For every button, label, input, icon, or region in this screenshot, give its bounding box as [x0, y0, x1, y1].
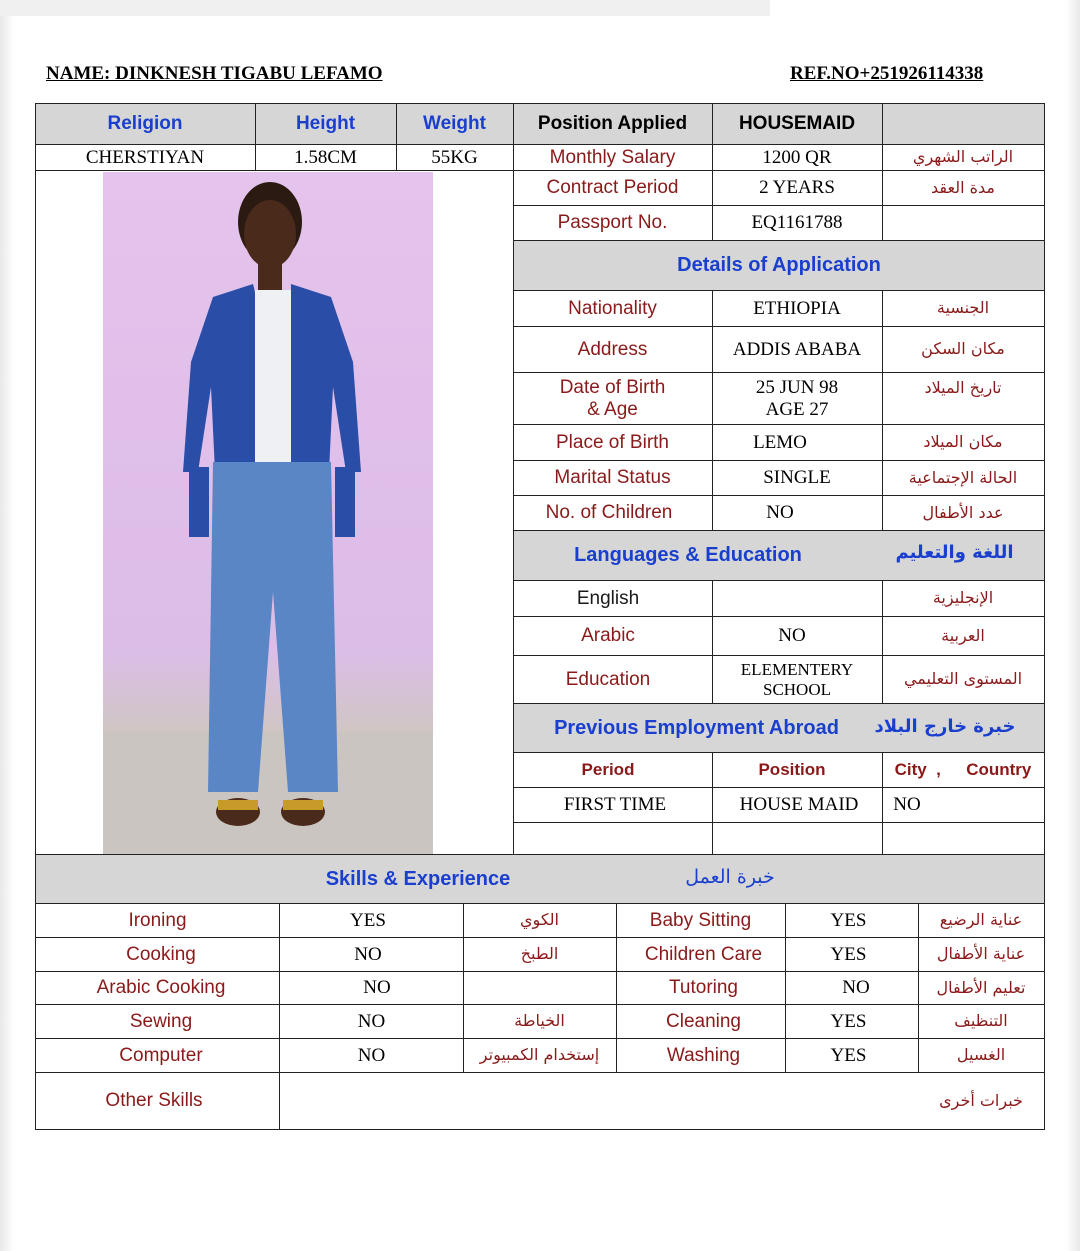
education-line2: SCHOOL — [762, 679, 831, 699]
nationality-value: ETHIOPIA — [753, 297, 841, 319]
skill-cooking-value: NO — [354, 943, 382, 965]
english-value — [712, 581, 882, 616]
passport-value: EQ1161788 — [751, 212, 843, 234]
place-of-birth-arabic: مكان الميلاد — [923, 432, 1003, 452]
employment-period: FIRST TIME — [563, 794, 667, 816]
skill-ironing-value: YES — [350, 909, 386, 931]
col-country: Country — [966, 760, 1032, 780]
skill-tutoring-label: Tutoring — [669, 977, 738, 999]
skill-computer-value: NO — [357, 1044, 386, 1066]
dob-label-line1: Date of Birth — [559, 376, 666, 398]
skill-computer-label: Computer — [119, 1044, 203, 1066]
arabic-value: NO — [778, 625, 806, 647]
arabic-label: Arabic — [581, 625, 635, 647]
children-value: NO — [766, 502, 794, 524]
skill-computer-arabic: إستخدام الكمبيوتر — [479, 1045, 600, 1065]
candidate-photo — [103, 172, 433, 854]
weight-header: Weight — [423, 113, 486, 135]
dob-label-line2: & Age — [587, 398, 638, 420]
marital-status-value: SINGLE — [763, 467, 831, 489]
skill-cooking-arabic: الطبخ — [520, 944, 559, 964]
height-value: 1.58CM — [294, 146, 357, 168]
arabic-arabic: العربية — [941, 625, 985, 645]
skill-cleaning-arabic: التنظيف — [954, 1011, 1008, 1031]
nationality-label: Nationality — [568, 297, 657, 319]
employment-country: NO — [893, 794, 921, 816]
employment-position: HOUSE MAID — [739, 794, 859, 816]
other-skills-label: Other Skills — [105, 1090, 203, 1112]
education-label: Education — [565, 668, 651, 690]
skill-washing-arabic: الغسيل — [956, 1045, 1006, 1065]
skill-baby-sitting-value: YES — [830, 909, 867, 931]
position-applied-label: Position Applied — [537, 113, 688, 135]
dob-arabic: تاريخ الميلاد — [924, 377, 1002, 397]
education-value — [712, 656, 882, 703]
skills-title: Skills & Experience — [325, 867, 511, 890]
english-arabic: الإنجليزية — [932, 588, 994, 608]
monthly-salary-value: 1200 QR — [762, 146, 832, 168]
skill-ironing-label: Ironing — [128, 909, 187, 931]
place-of-birth-value: LEMO — [753, 431, 807, 453]
height-header: Height — [295, 113, 356, 135]
skills-title-arabic: خبرة العمل — [685, 866, 775, 889]
skill-sewing-arabic: الخياطة — [514, 1011, 565, 1031]
skill-cooking-label: Cooking — [126, 943, 196, 965]
skill-washing-value: YES — [830, 1044, 867, 1066]
skill-sewing-label: Sewing — [129, 1010, 193, 1032]
address-arabic: مكان السكن — [921, 339, 1005, 359]
candidate-name: NAME: DINKNESH TIGABU LEFAMO — [46, 63, 383, 84]
col-city: City , — [894, 760, 941, 780]
top-strip — [0, 0, 770, 16]
address-value: ADDIS ABABA — [732, 338, 862, 360]
monthly-salary-label: Monthly Salary — [549, 146, 676, 168]
skill-arabic-cooking-arabic — [463, 972, 616, 1004]
monthly-salary-arabic: الراتب الشهري — [912, 147, 1014, 167]
place-of-birth-label: Place of Birth — [556, 431, 669, 453]
education-arabic: المستوى التعليمي — [903, 669, 1023, 689]
dob-label — [513, 373, 712, 424]
skill-children-care-arabic: عناية الأطفال — [936, 944, 1026, 964]
col-position: Position — [758, 760, 826, 780]
contract-period-value: 2 YEARS — [759, 177, 835, 199]
employment-title: Previous Employment Abroad — [554, 716, 839, 739]
skill-children-care-label: Children Care — [644, 943, 763, 965]
skill-sewing-value: NO — [357, 1010, 386, 1032]
religion-header: Religion — [107, 113, 183, 135]
details-title: Details of Application — [677, 254, 881, 276]
employment-title-arabic: خبرة خارج البلاد — [874, 715, 1016, 737]
children-arabic: عدد الأطفال — [922, 502, 1004, 522]
marital-status-arabic: الحالة الإجتماعية — [908, 467, 1018, 487]
dob-age: AGE 27 — [765, 398, 829, 420]
skill-baby-sitting-label: Baby Sitting — [649, 909, 752, 931]
children-label: No. of Children — [545, 502, 673, 524]
marital-status-label: Marital Status — [554, 467, 671, 489]
contract-period-label: Contract Period — [546, 177, 679, 199]
languages-title: Languages & Education — [574, 544, 802, 566]
address-label: Address — [577, 338, 648, 360]
skill-tutoring-arabic: تعليم الأطفال — [936, 977, 1026, 997]
skill-ironing-arabic: الكوي — [520, 910, 559, 930]
skill-baby-sitting-arabic: عناية الرضيع — [939, 910, 1023, 930]
skill-tutoring-value: NO — [842, 977, 870, 999]
col-period: Period — [581, 760, 635, 780]
dob-value — [712, 373, 882, 424]
religion-value: CHERSTIYAN — [85, 146, 205, 168]
nationality-arabic: الجنسية — [936, 298, 990, 318]
position-applied-value: HOUSEMAID — [738, 113, 856, 135]
english-label: English — [576, 587, 640, 609]
languages-title-arabic: اللغة والتعليم — [895, 542, 1014, 564]
skill-washing-label: Washing — [666, 1044, 741, 1066]
skill-arabic-cooking-value: NO — [363, 977, 391, 999]
dob-date: 25 JUN 98 — [755, 376, 839, 398]
education-line1: ELEMENTERY — [740, 659, 854, 679]
weight-value: 55KG — [431, 146, 478, 168]
reference-number: REF.NO+251926114338 — [790, 63, 984, 84]
person-figure — [103, 172, 433, 854]
contract-period-arabic: مدة العقد — [931, 177, 995, 197]
skill-cleaning-label: Cleaning — [666, 1010, 741, 1032]
skill-arabic-cooking-label: Arabic Cooking — [96, 977, 226, 999]
passport-label: Passport No. — [557, 212, 668, 234]
skill-children-care-value: YES — [830, 943, 867, 965]
col-city-country — [882, 753, 1044, 787]
other-skills-arabic: خبرات أخرى — [939, 1090, 1023, 1110]
skill-cleaning-value: YES — [830, 1010, 867, 1032]
